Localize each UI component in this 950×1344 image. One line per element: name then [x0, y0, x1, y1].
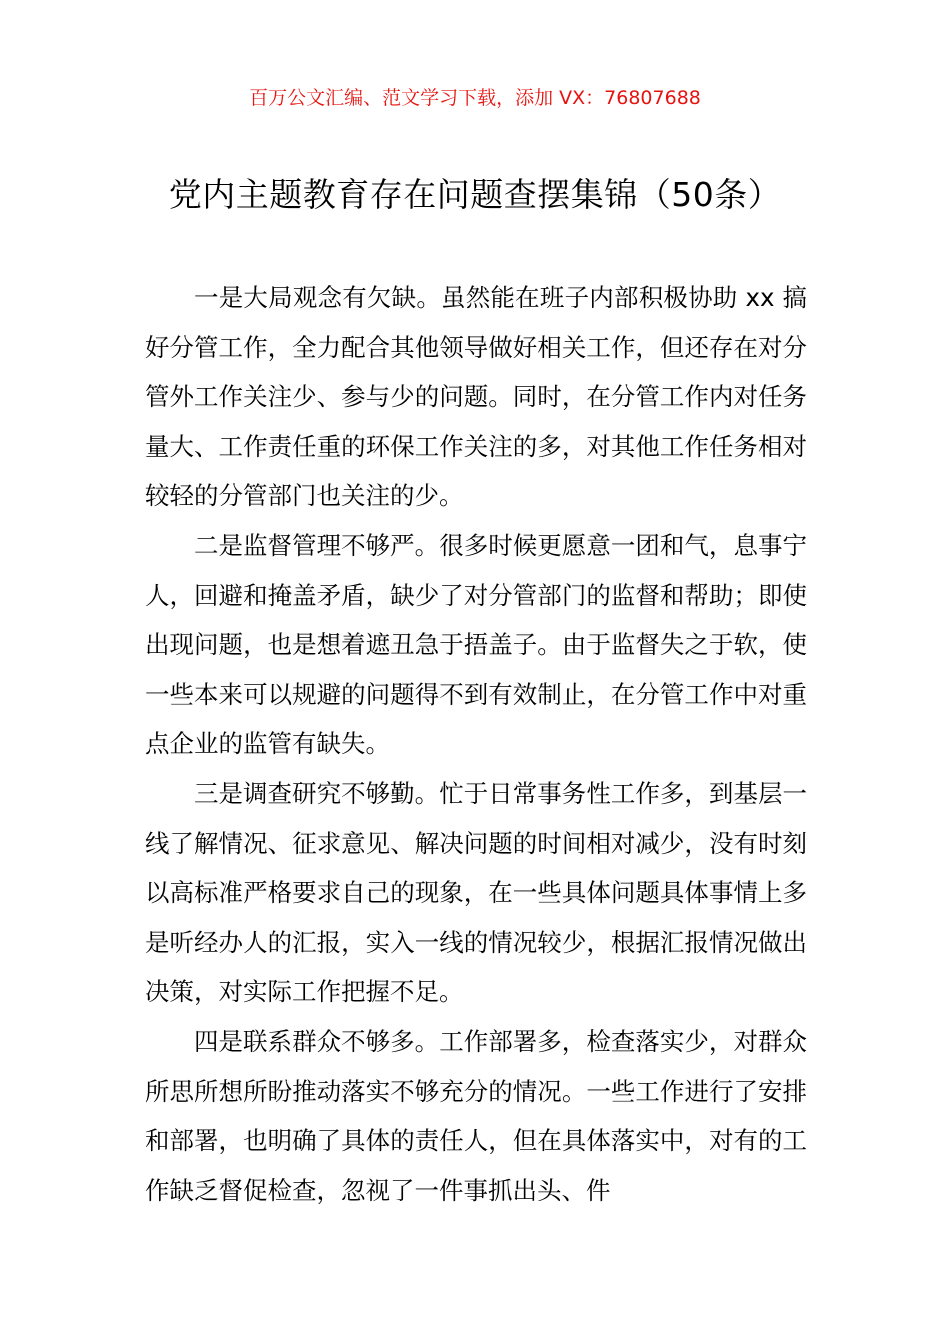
paragraph-1: 一是大局观念有欠缺。虽然能在班子内部积极协助 xx 搞好分管工作，全力配合其他领导做好相关工作，但还存在对分管外工作关注少、参与少的问题。同时，在分管工作内对任务量大、工作责任重的环保工作关注的多，对其他工作任务相对较轻的分管部门也关注的少。 [145, 283, 807, 511]
paragraph-2: 二是监督管理不够严。很多时候更愿意一团和气，息事宁人，回避和掩盖矛盾，缺少了对分管部门的监督和帮助；即使出现问题，也是想着遮丑急于捂盖子。由于监督失之于软，使一些本来可以规避的问题得不到有效制止，在分管工作中对重点企业的监管有缺失。 [145, 530, 807, 759]
paragraph-3: 三是调查研究不够勤。忙于日常事务性工作多，到基层一线了解情况、征求意见、解决问题的时间相对减少，没有时刻以高标准严格要求自己的现象，在一些具体问题具体事情上多是听经办人的汇报，实入一线的情况较少，根据汇报情况做出决策，对实际工作把握不足。 [145, 778, 807, 1007]
document-title: 党内主题教育存在问题查摆集锦（50条） [168, 175, 782, 214]
document-body [145, 273, 807, 1215]
paragraph-4: 四是联系群众不够多。工作部署多，检查落实少，对群众所思所想所盼推动落实不够充分的情况。一些工作进行了安排和部署，也明确了具体的责任人，但在具体落实中，对有的工作缺乏督促检查，忽视了一件事抓出头、件 [145, 1026, 807, 1205]
header-note: 百万公文汇编、范文学习下载，添加 VX：76807688 [249, 87, 701, 109]
